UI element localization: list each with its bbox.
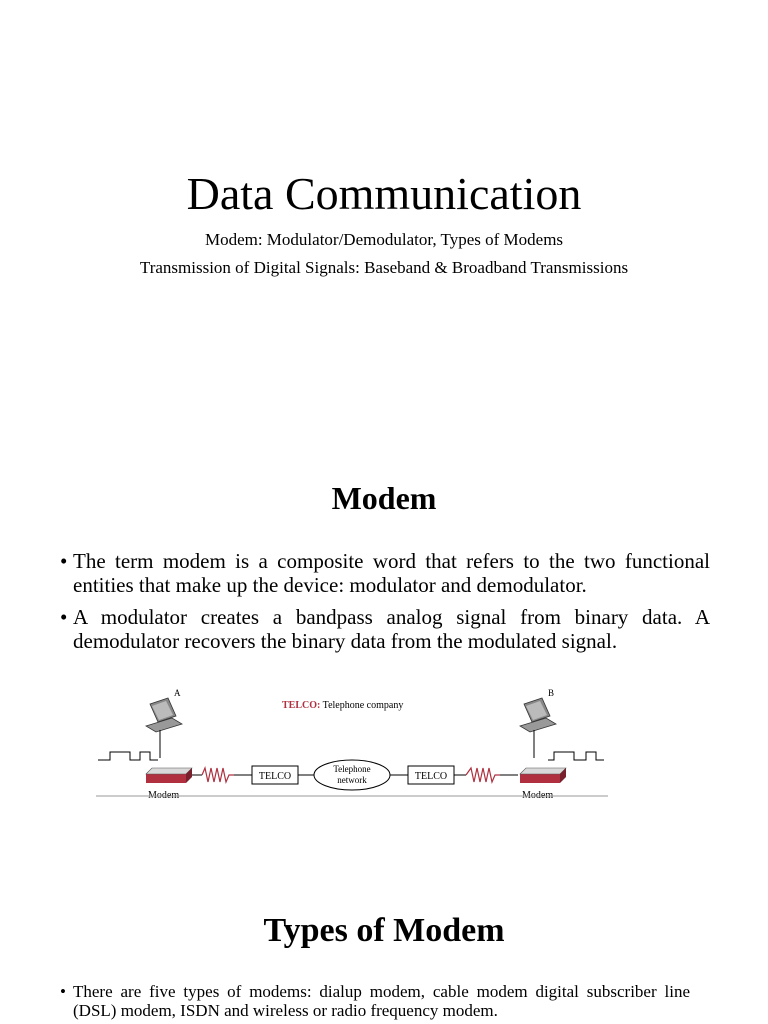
analog-signal-right (466, 768, 500, 782)
bullet-list (60, 982, 690, 1020)
network-label-line-2: network (337, 775, 367, 785)
modem-diagram (92, 682, 612, 802)
modem-label-left: Modem (148, 790, 180, 801)
modem-label-right: Modem (522, 790, 554, 801)
telco-box-left-label: TELCO (258, 771, 292, 782)
digital-signal-right (548, 752, 604, 760)
computer-label-b: B (548, 688, 555, 698)
page-title: Data Communication (186, 168, 582, 219)
modem-slide (0, 420, 768, 864)
subtitle-line-2: Transmission of Digital Signals: Baseband & Broadband Transmissions (139, 258, 629, 277)
telco-legend-desc: Telephone company (320, 700, 404, 711)
title-slide (0, 0, 768, 420)
computer-label-a: A (174, 688, 181, 698)
modem-icon (520, 768, 566, 783)
telco-box-right-label: TELCO (414, 771, 448, 782)
network-label-line-1: Telephone (333, 764, 371, 774)
slide-heading: Modem (331, 480, 437, 516)
svg-text:TELCO: Telephone company (282, 700, 403, 711)
digital-signal-left (98, 752, 158, 760)
types-of-modem-slide (0, 864, 768, 1024)
slide-heading: Types of Modem (263, 912, 505, 949)
bullet-list (60, 549, 710, 661)
computer-icon (520, 698, 556, 758)
bullet-item: • There are five types of modems: dialup modem, cable modem digital subscriber line (DSL) modem, ISDN and wireless or radio frequency modem. (60, 982, 690, 1020)
computer-icon (146, 698, 182, 758)
modem-icon (146, 768, 192, 783)
analog-signal-left (202, 768, 234, 782)
bullet-item: • A modulator creates a bandpass analog signal from binary data. A demodulator recovers the binary data from the modulated signal. (60, 605, 710, 653)
bullet-item: • The term modem is a composite word that refers to the two functional entities that make up the device: modulator and demodulator. (60, 549, 710, 597)
subtitle-line-1: Modem: Modulator/Demodulator, Types of Modems (204, 230, 564, 249)
telco-legend-label: TELCO: (282, 700, 321, 711)
